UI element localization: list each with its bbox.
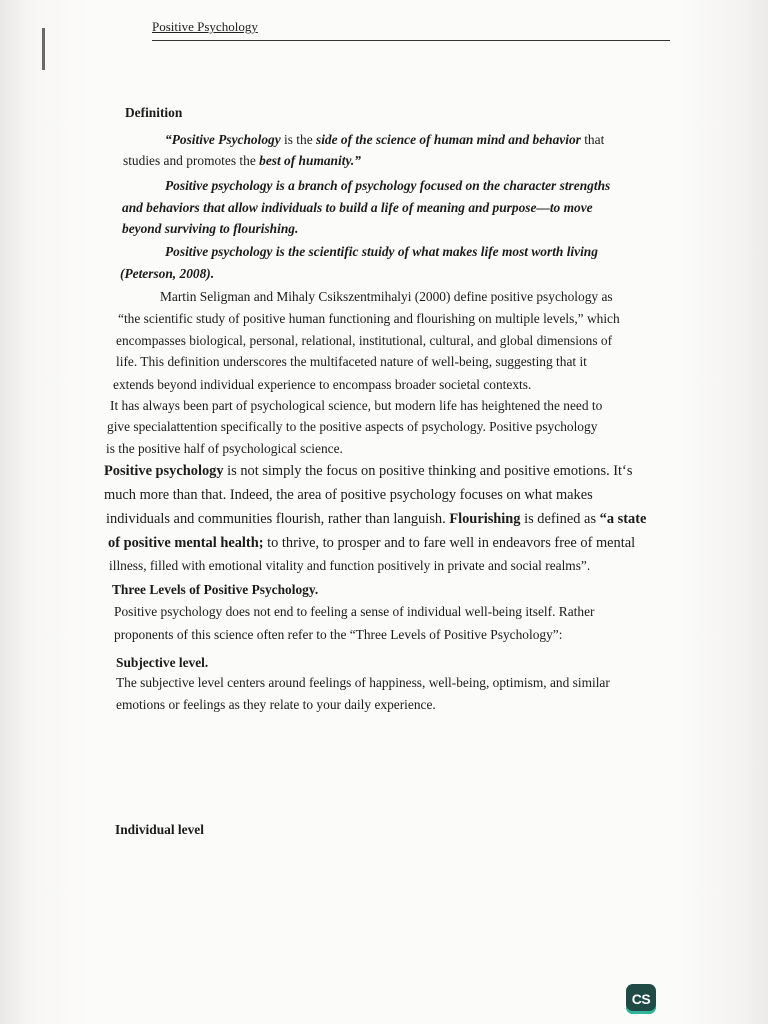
running-header-title: Positive Psychology (152, 19, 258, 34)
quote-text: that (580, 132, 605, 147)
subjective-level-heading: Subjective level. (116, 655, 209, 670)
individual-level-heading: Individual level (115, 822, 204, 837)
flourishing-definition: of positive mental health; (108, 535, 264, 551)
history-line-3: is the positive half of psychological science. (106, 441, 343, 456)
definition-3-line-1: Positive psychology is the scientific stuidy of what makes life most worth living (165, 244, 598, 259)
three-levels-line-1: Positive psychology does not end to feeling a sense of individual well-being itself. Rather (114, 604, 595, 619)
subjective-level-line-1: The subjective level centers around feelings of happiness, well-being, optimism, and similar (116, 675, 610, 690)
definition-2-line-3: beyond surviving to flourishing. (122, 221, 299, 236)
flourishing-definition: “a state (599, 511, 647, 527)
flourishing-line-1 (104, 463, 632, 479)
flourishing-text: to thrive, to prosper and to fare well in endeavors free of mental (263, 535, 636, 551)
flourishing-line-4 (108, 535, 635, 551)
quote-emphasis: best of humanity.” (259, 153, 361, 168)
definition-3-citation: (Peterson, 2008). (120, 266, 215, 281)
quote-text: studies and promotes the (123, 153, 260, 168)
history-line-1: It has always been part of psychological science, but modern life has heightened the need to (110, 398, 603, 413)
three-levels-heading: Three Levels of Positive Psychology. (112, 582, 319, 597)
term-flourishing: Flourishing (449, 511, 521, 527)
definition-2-line-2: and behaviors that allow individuals to build a life of meaning and purpose—to move (122, 200, 593, 215)
flourishing-line-2: much more than that. Indeed, the area of positive psychology focuses on what makes (104, 487, 593, 503)
definition-quote-line-1 (165, 132, 604, 148)
definition-heading: Definition (125, 105, 183, 120)
definition-quote-line-2 (123, 153, 361, 169)
header-rule (152, 40, 670, 41)
subjective-level-line-2: emotions or feelings as they relate to your daily experience. (116, 697, 436, 712)
seligman-line-4: life. This definition underscores the multifaceted nature of well-being, suggesting that it (116, 354, 587, 369)
term-positive-psychology: Positive psychology (104, 463, 224, 479)
quote-term: “Positive Psychology (165, 132, 281, 147)
quote-emphasis: side of the science of human mind and behavior (316, 132, 581, 147)
flourishing-text: is not simply the focus on positive thinking and positive emotions. It‘s (223, 463, 633, 479)
flourishing-line-5: illness, filled with emotional vitality and function positively in private and social realms”. (109, 558, 591, 573)
scan-edge-mark (42, 28, 45, 70)
definition-2-line-1: Positive psychology is a branch of psychology focused on the character strengths (165, 178, 611, 193)
flourishing-text: is defined as (520, 511, 600, 527)
seligman-line-1: Martin Seligman and Mihaly Csikszentmihalyi (2000) define positive psychology as (160, 289, 613, 304)
three-levels-line-2: proponents of this science often refer to the “Three Levels of Positive Psychology”: (114, 627, 563, 642)
history-line-2: give specialattention specifically to the positive aspects of psychology. Positive psychology (107, 419, 598, 434)
quote-text: is the (280, 132, 316, 147)
flourishing-line-3 (106, 511, 646, 527)
seligman-line-5: extends beyond individual experience to encompass broader societal contexts. (113, 377, 532, 392)
camscanner-logo-icon: CS (626, 984, 656, 1014)
seligman-line-3: encompasses biological, personal, relational, institutional, cultural, and global dimensions of (116, 333, 613, 348)
flourishing-text: individuals and communities flourish, rather than languish. (106, 511, 450, 527)
seligman-line-2: “the scientific study of positive human functioning and flourishing on multiple levels,” which (118, 311, 620, 326)
